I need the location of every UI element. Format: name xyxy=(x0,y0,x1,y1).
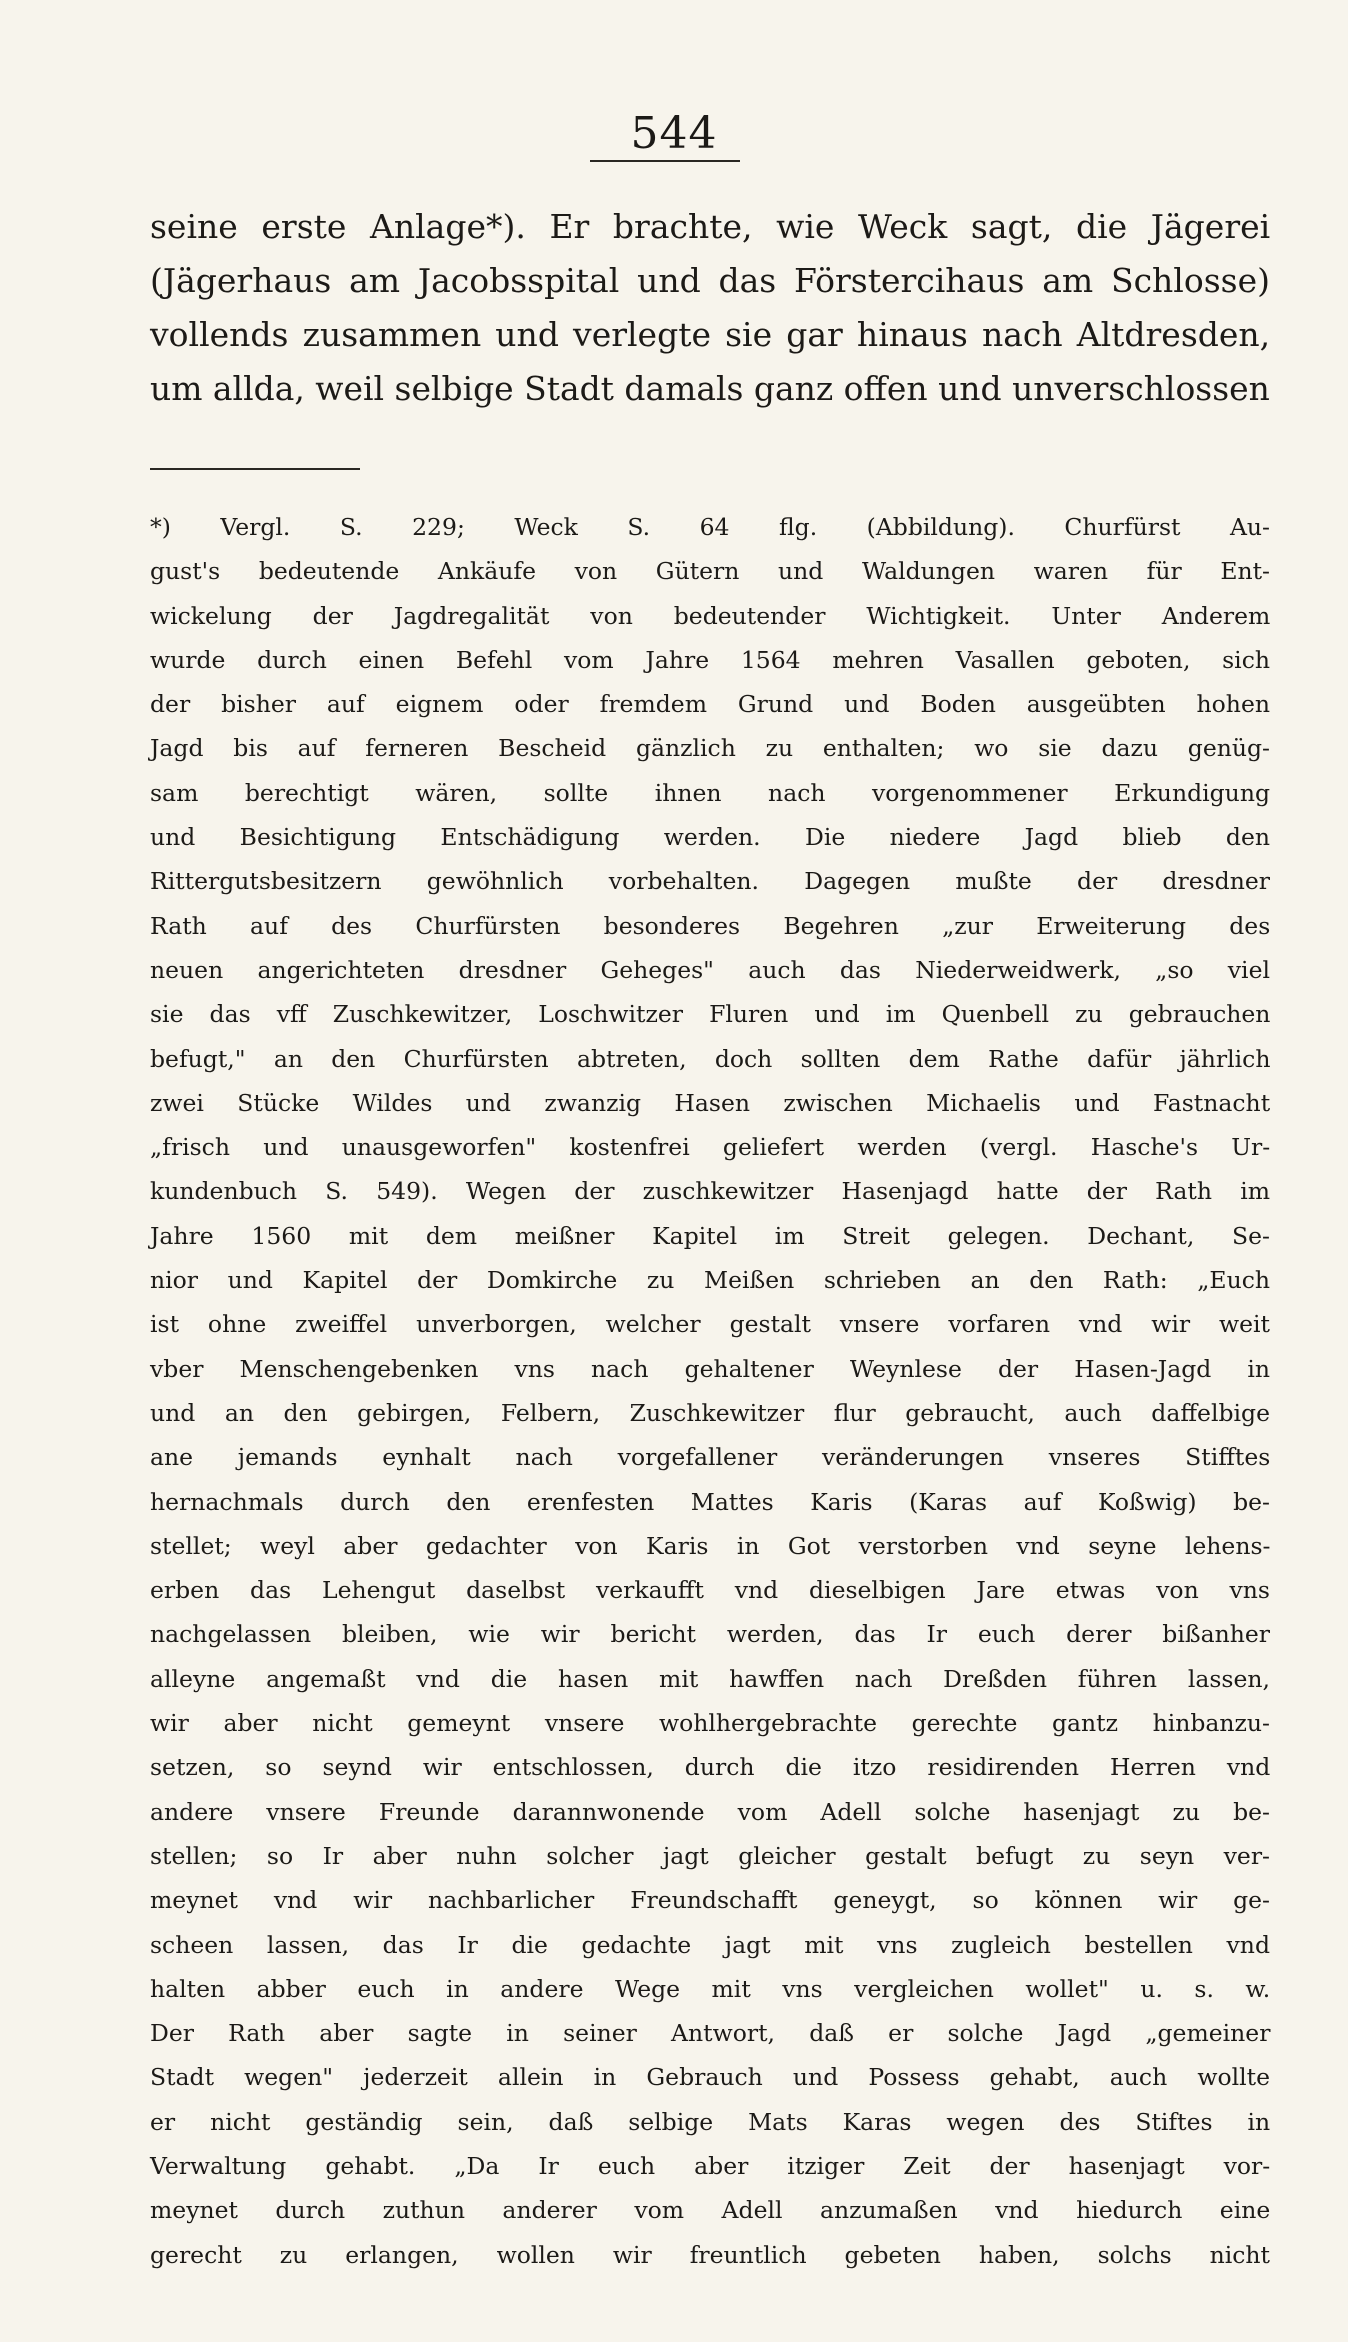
footnote-line: stellet; weyl aber gedachter von Karis in Got verstorben vnd seyne lehens- xyxy=(150,1531,1271,1560)
footnote-line: „frisch und unausgeworfen" kostenfrei geliefert werden (vergl. Hasche's Ur- xyxy=(150,1133,1271,1162)
footnote-line: zwei Stücke Wildes und zwanzig Hasen zwischen Michaelis und Fastnacht xyxy=(150,1088,1271,1117)
footnote-line: Der Rath aber sagte in seiner Antwort, daß er solche Jagd „gemeiner xyxy=(150,2019,1271,2048)
footnote-line: halten abber euch in andere Wege mit vns vergleichen wollet" u. s. w. xyxy=(150,1974,1271,2003)
footnote-line: und an den gebirgen, Felbern, Zuschkewitzer flur gebraucht, auch daffelbige xyxy=(150,1398,1270,1427)
footnote-line: erben das Lehengut daselbst verkaufft vnd dieselbigen Jare etwas von vns xyxy=(150,1576,1270,1605)
footnote xyxy=(150,505,1270,2277)
footnote-line: alleyne angemaßt vnd die hasen mit hawffen nach Dreßden führen lassen, xyxy=(150,1664,1270,1693)
footnote-line: Rittergutsbesitzern gewöhnlich vorbehalten. Dagegen mußte der dresdner xyxy=(150,867,1270,896)
footnote-line: Verwaltung gehabt. „Da Ir euch aber itziger Zeit der hasenjagt vor- xyxy=(150,2151,1271,2180)
footnote-line: befugt," an den Churfürsten abtreten, doch sollten dem Rathe dafür jährlich xyxy=(150,1044,1271,1073)
footnote-line: andere vnsere Freunde darannwonende vom Adell solche hasenjagt zu be- xyxy=(150,1797,1270,1826)
footnote-line: Jahre 1560 mit dem meißner Kapitel im Streit gelegen. Dechant, Se- xyxy=(150,1221,1270,1250)
footnote-line: kundenbuch S. 549). Wegen der zuschkewitzer Hasenjagd hatte der Rath im xyxy=(150,1177,1270,1206)
main-text xyxy=(150,200,1270,416)
footnote-line: Jagd bis auf ferneren Bescheid gänzlich zu enthalten; wo sie dazu genüg- xyxy=(150,734,1270,763)
footnote-line: stellen; so Ir aber nuhn solcher jagt gleicher gestalt befugt zu seyn ver- xyxy=(150,1841,1270,1870)
footnote-line: sie das vff Zuschkewitzer, Loschwitzer Fluren und im Quenbell zu gebrauchen xyxy=(150,1000,1271,1029)
footnote-line: hernachmals durch den erenfesten Mattes Karis (Karas auf Koßwig) be- xyxy=(150,1487,1270,1516)
footnote-line: Stadt wegen" jederzeit allein in Gebrauch und Possess gehabt, auch wollte xyxy=(150,2063,1270,2092)
footnote-line: und Besichtigung Entschädigung werden. Die niedere Jagd blieb den xyxy=(150,823,1270,852)
footnote-line: neuen angerichteten dresdner Geheges" auch das Niederweidwerk, „so viel xyxy=(150,955,1270,984)
footnote-line: setzen, so seynd wir entschlossen, durch die itzo residirenden Herren vnd xyxy=(150,1753,1271,1782)
footnote-line: er nicht geständig sein, daß selbige Mats Karas wegen des Stiftes in xyxy=(150,2107,1271,2136)
footnote-line: nior und Kapitel der Domkirche zu Meißen schrieben an den Rath: „Euch xyxy=(150,1266,1270,1295)
footnote-line: wurde durch einen Befehl vom Jahre 1564 mehren Vasallen geboten, sich xyxy=(150,645,1270,674)
footnote-line: gust's bedeutende Ankäufe von Gütern und Waldungen waren für Ent- xyxy=(150,557,1270,586)
footnote-line: sam berechtigt wären, sollte ihnen nach vorgenommener Erkundigung xyxy=(150,778,1270,807)
footnote-line: der bisher auf eignem oder fremdem Grund und Boden ausgeübten hohen xyxy=(150,690,1270,719)
page-number: 544 xyxy=(630,108,718,159)
main-text-line: um allda, weil selbige Stadt damals ganz offen und unverschlossen xyxy=(150,369,1270,408)
header-rule xyxy=(590,160,740,162)
footnote-line: *) Vergl. S. 229; Weck S. 64 flg. (Abbildung). Churfürst Au- xyxy=(150,513,1270,541)
footnote-line: meynet vnd wir nachbarlicher Freundschafft geneygt, so können wir ge- xyxy=(150,1886,1270,1915)
footnote-divider xyxy=(150,468,360,470)
footnote-line: gerecht zu erlangen, wollen wir freuntlich gebeten haben, solchs nicht xyxy=(150,2240,1270,2269)
main-text-line: (Jägerhaus am Jacobsspital und das Förstercihaus am Schlosse) xyxy=(150,261,1270,300)
footnote-line: wir aber nicht gemeynt vnsere wohlhergebrachte gerechte gantz hinbanzu- xyxy=(150,1709,1270,1738)
footnote-line: ist ohne zweiffel unverborgen, welcher gestalt vnsere vorfaren vnd wir weit xyxy=(150,1310,1270,1339)
footnote-line: wickelung der Jagdregalität von bedeutender Wichtigkeit. Unter Anderem xyxy=(150,601,1271,630)
footnote-line: vber Menschengebenken vns nach gehaltener Weynlese der Hasen-Jagd in xyxy=(150,1354,1271,1383)
footnote-line: ane jemands eynhalt nach vorgefallener veränderungen vnseres Stifftes xyxy=(150,1443,1271,1472)
footnote-line: nachgelassen bleiben, wie wir bericht werden, das Ir euch derer bißanher xyxy=(150,1620,1270,1649)
footnote-line: scheen lassen, das Ir die gedachte jagt mit vns zugleich bestellen vnd xyxy=(150,1930,1270,1959)
main-text-line: vollends zusammen und verlegte sie gar hinaus nach Altdresden, xyxy=(150,315,1271,354)
footnote-line: meynet durch zuthun anderer vom Adell anzumaßen vnd hiedurch eine xyxy=(150,2196,1271,2225)
footnote-line: Rath auf des Churfürsten besonderes Begehren „zur Erweiterung des xyxy=(150,911,1271,940)
main-text-line: seine erste Anlage*). Er brachte, wie Weck sagt, die Jägerei xyxy=(150,207,1271,246)
